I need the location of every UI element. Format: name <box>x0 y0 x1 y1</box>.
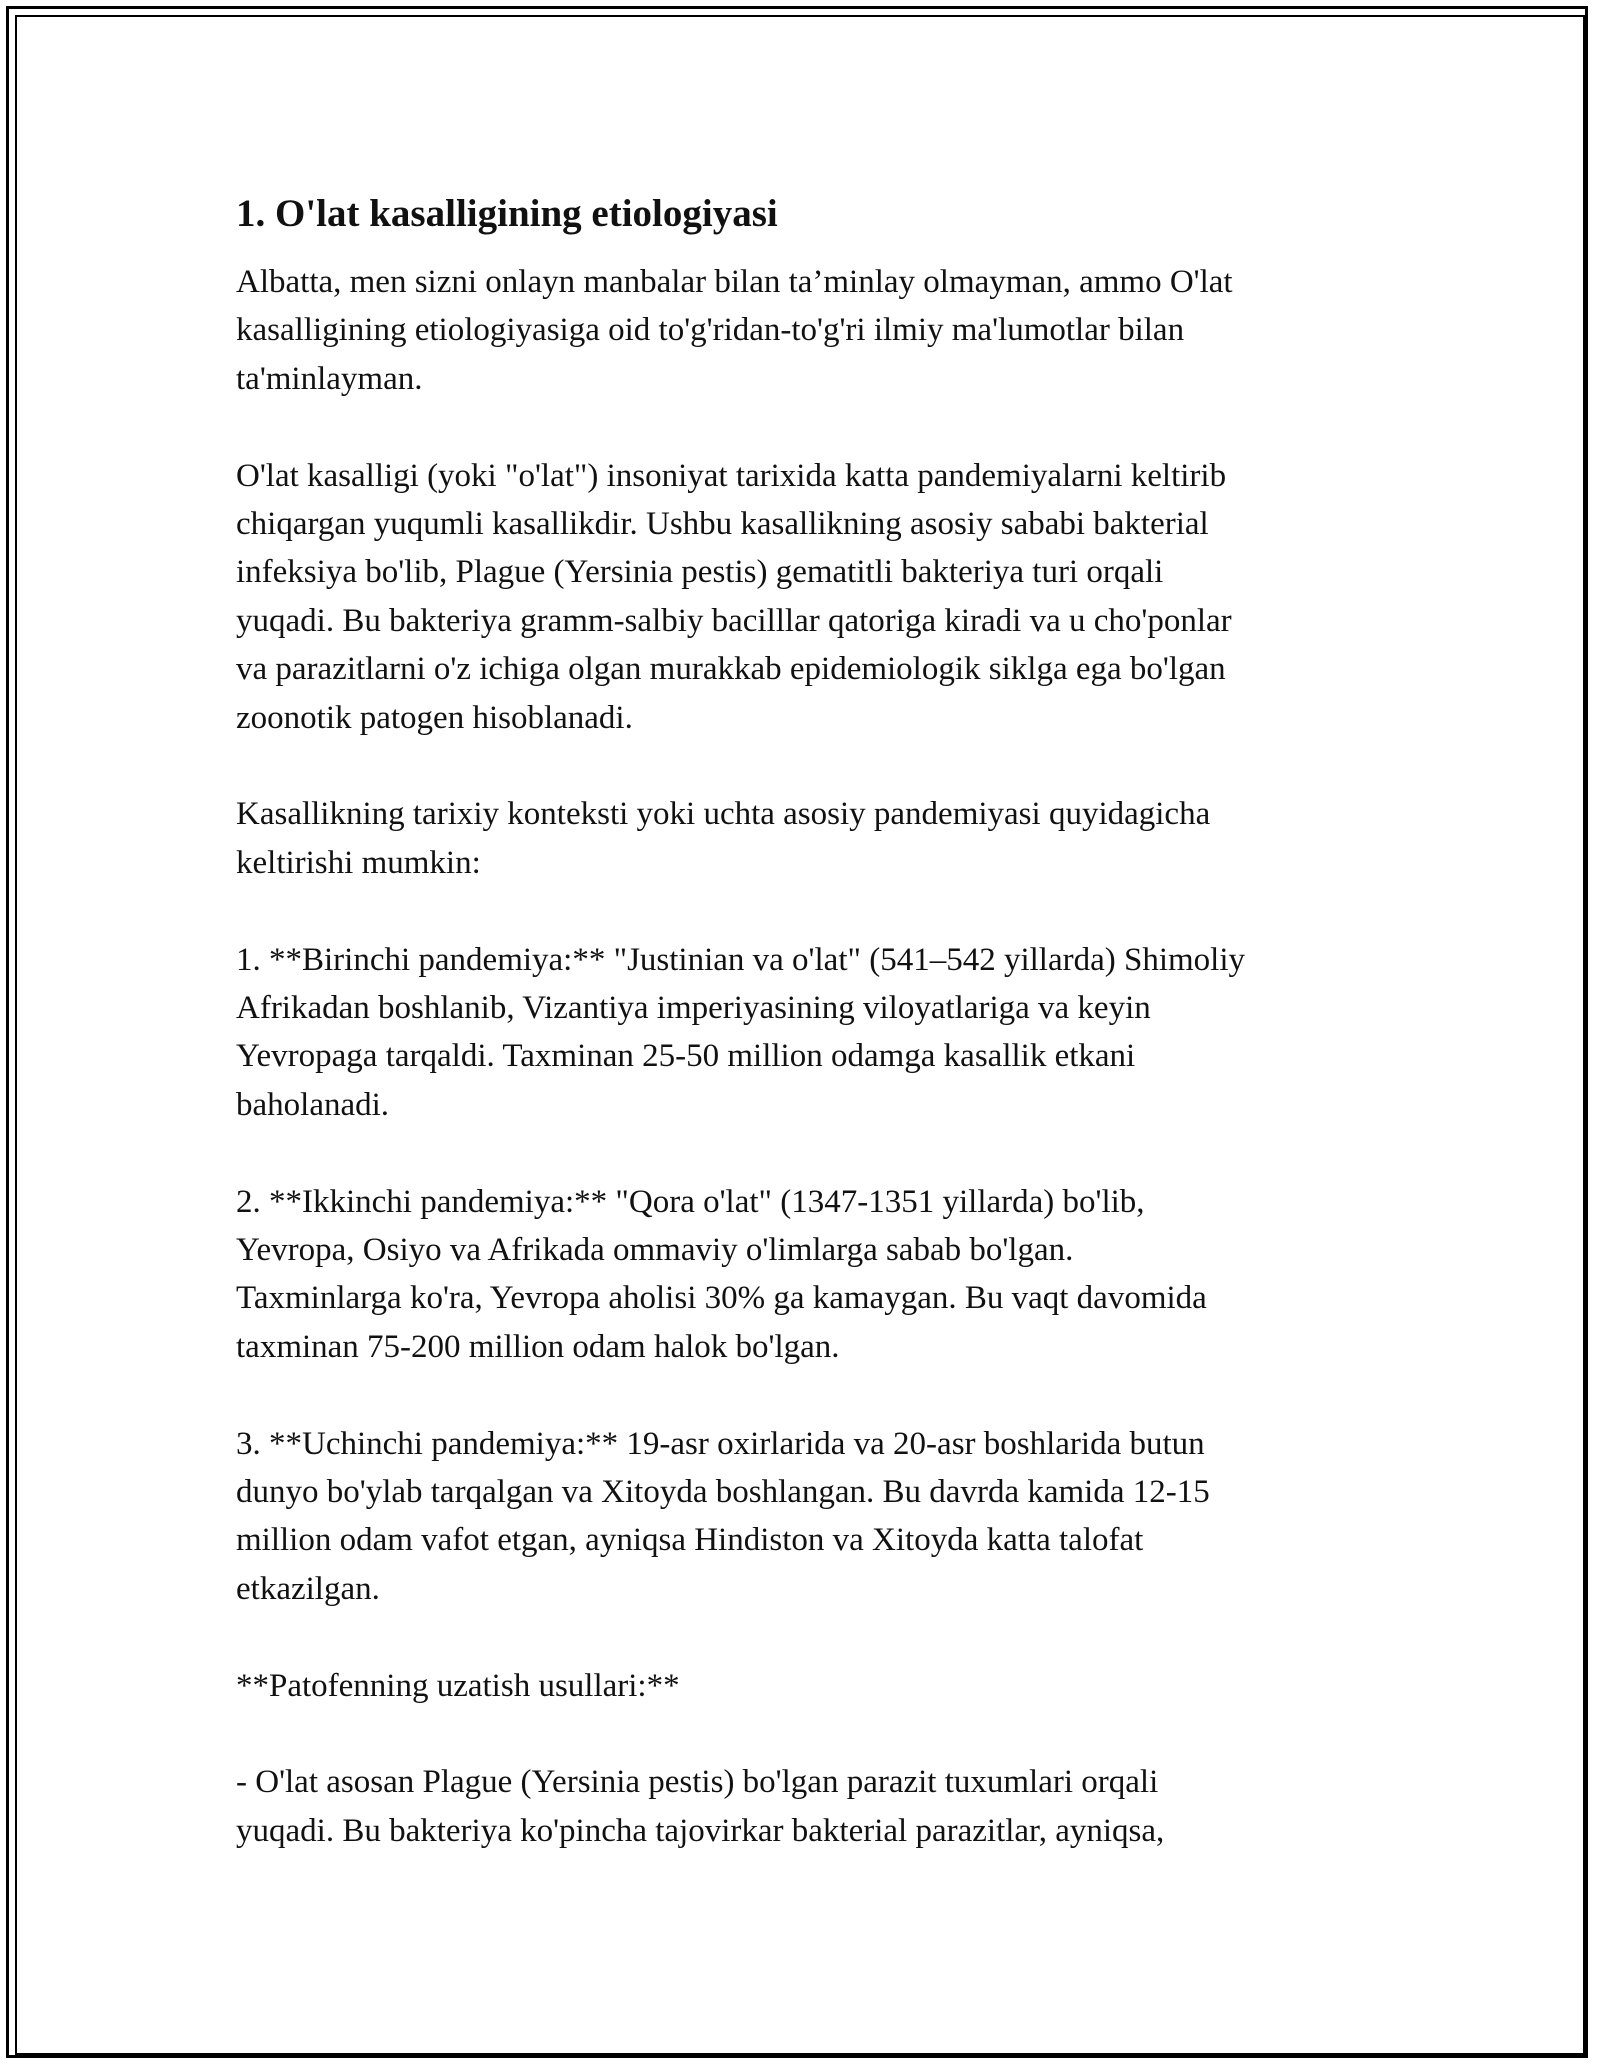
paragraph-line: ta'minlayman. <box>236 360 423 397</box>
paragraph-line: infeksiya bo'lib, Plague (Yersinia pestis) gematitli bakteriya turi orqali <box>236 554 1164 591</box>
paragraph-line: taxminan 75-200 million odam halok bo'lgan. <box>236 1328 840 1365</box>
paragraph-line: zoonotik patogen hisoblanadi. <box>236 699 633 736</box>
paragraph-list <box>236 258 1386 1855</box>
paragraph-line: 3. **Uchinchi pandemiya:** 19-asr oxirlarida va 20-asr boshlarida butun <box>236 1425 1205 1462</box>
paragraph-line: Kasallikning tarixiy konteksti yoki uchta asosiy pandemiyasi quyidagicha <box>236 796 1211 833</box>
paragraph-line: O'lat kasalligi (yoki "o'lat") insoniyat tarixida katta pandemiyalarni keltirib <box>236 457 1227 494</box>
paragraph-line: yuqadi. Bu bakteriya gramm-salbiy bacilllar qatoriga kiradi va u cho'ponlar <box>236 602 1232 639</box>
paragraph <box>236 790 1386 887</box>
paragraph-line: dunyo bo'ylab tarqalgan va Xitoyda boshlangan. Bu davrda kamida 12-15 <box>236 1474 1210 1511</box>
paragraph-line: yuqadi. Bu bakteriya ko'pincha tajovirkar bakterial parazitlar, ayniqsa, <box>236 1812 1165 1849</box>
paragraph-line: kasalligining etiologiyasiga oid to'g'ridan-to'g'ri ilmiy ma'lumotlar bilan <box>236 312 1185 349</box>
paragraph-line: va parazitlarni o'z ichiga olgan murakkab epidemiologik siklga ega bo'lgan <box>236 651 1226 688</box>
paragraph-line: 1. **Birinchi pandemiya:** "Justinian va o'lat" (541–542 yillarda) Shimoliy <box>236 941 1245 978</box>
paragraph-line: Albatta, men sizni onlayn manbalar bilan ta’minlay olmayman, ammo O'lat <box>236 264 1233 300</box>
paragraph <box>236 1178 1386 1372</box>
paragraph-line: Yevropa, Osiyo va Afrikada ommaviy o'limlarga sabab bo'lgan. <box>236 1232 1074 1269</box>
document-body <box>236 186 1386 1904</box>
paragraph <box>236 1758 1386 1855</box>
paragraph-line: Afrikadan boshlanib, Vizantiya imperiyasining viloyatlariga va keyin <box>236 990 1151 1027</box>
paragraph-line: chiqargan yuqumli kasallikdir. Ushbu kasallikning asosiy sababi bakterial <box>236 506 1209 543</box>
paragraph <box>236 936 1386 1130</box>
paragraph-line: - O'lat asosan Plague (Yersinia pestis) bo'lgan parazit tuxumlari orqali <box>236 1764 1159 1801</box>
paragraph-line: **Patofenning uzatish usullari:** <box>236 1667 680 1704</box>
paragraph-line: Yevropaga tarqaldi. Taxminan 25-50 million odamga kasallik etkani <box>236 1038 1136 1075</box>
paragraph <box>236 1420 1386 1614</box>
paragraph-line: Taxminlarga ko'ra, Yevropa aholisi 30% ga kamaygan. Bu vaqt davomida <box>236 1280 1207 1317</box>
paragraph <box>236 1662 1386 1710</box>
paragraph-line: million odam vafot etgan, ayniqsa Hindiston va Xitoyda katta talofat <box>236 1522 1144 1559</box>
document-title: 1. O'lat kasalligining etiologiyasi <box>236 192 778 235</box>
paragraph <box>236 258 1386 403</box>
paragraph-line: etkazilgan. <box>236 1570 380 1607</box>
paragraph-line: keltirishi mumkin: <box>236 844 481 881</box>
paragraph-line: baholanadi. <box>236 1086 390 1123</box>
paragraph <box>236 452 1386 742</box>
paragraph-line: 2. **Ikkinchi pandemiya:** "Qora o'lat" (1347-1351 yillarda) bo'lib, <box>236 1183 1145 1220</box>
